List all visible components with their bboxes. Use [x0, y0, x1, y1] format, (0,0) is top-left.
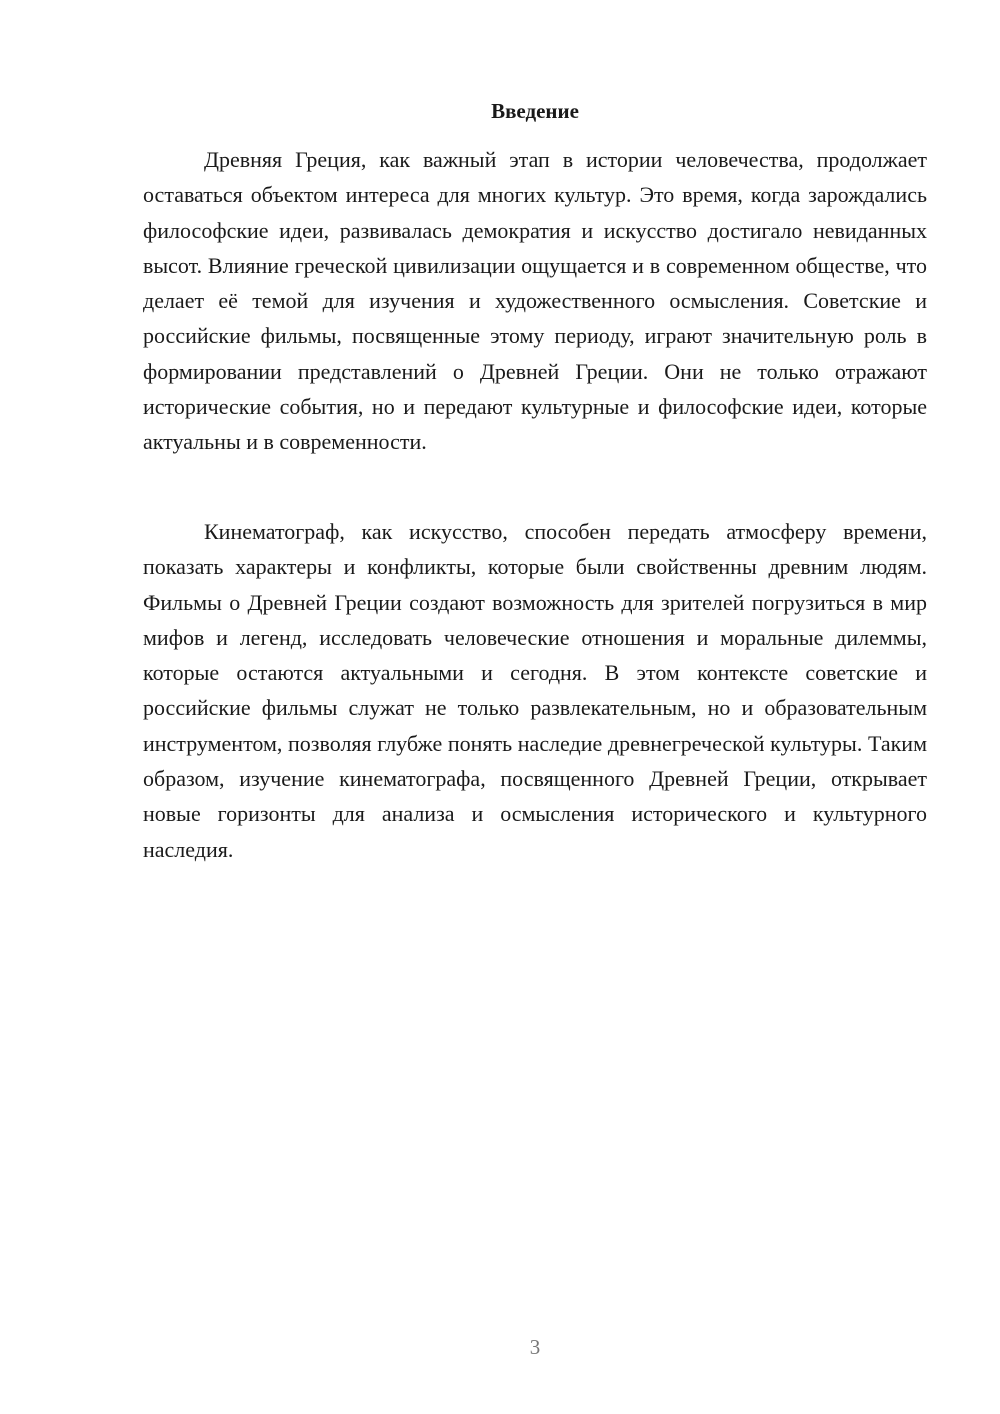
- section-heading: Введение: [491, 99, 579, 123]
- page-number: 3: [529, 1335, 541, 1359]
- paragraph-1: Древняя Греция, как важный этап в истории человечества, продолжает оставаться объектом интереса для многих культур. Это время, когда зарождались философские идеи, развивалась демократия и искусство достигало невиданных высот. Влияние греческой цивилизации ощущается и в современном обществе, что делает её темой для изучения и художественного осмысления. Советские и российские фильмы, посвященные этому периоду, играют значительную роль в формировании представлений о Древней Греции. Они не только отражают исторические события, но и передают культурные и философские идеи, которые актуальны и в современности.: [143, 147, 927, 455]
- paragraph-2: Кинематограф, как искусство, способен передать атмосферу времени, показать характеры и конфликты, которые были свойственны древним людям. Фильмы о Древней Греции создают возможность для зрителей погрузиться в мир мифов и легенд, исследовать человеческие отношения и моральные дилеммы, которые остаются актуальными и сегодня. В этом контексте советские и российские фильмы служат не только развлекательным, но и образовательным инструментом, позволяя глубже понять наследие древнегреческой культуры. Таким образом, изучение кинематографа, посвященного Древней Греции, открывает новые горизонты для анализа и осмысления исторического и культурного наследия.: [143, 519, 927, 862]
